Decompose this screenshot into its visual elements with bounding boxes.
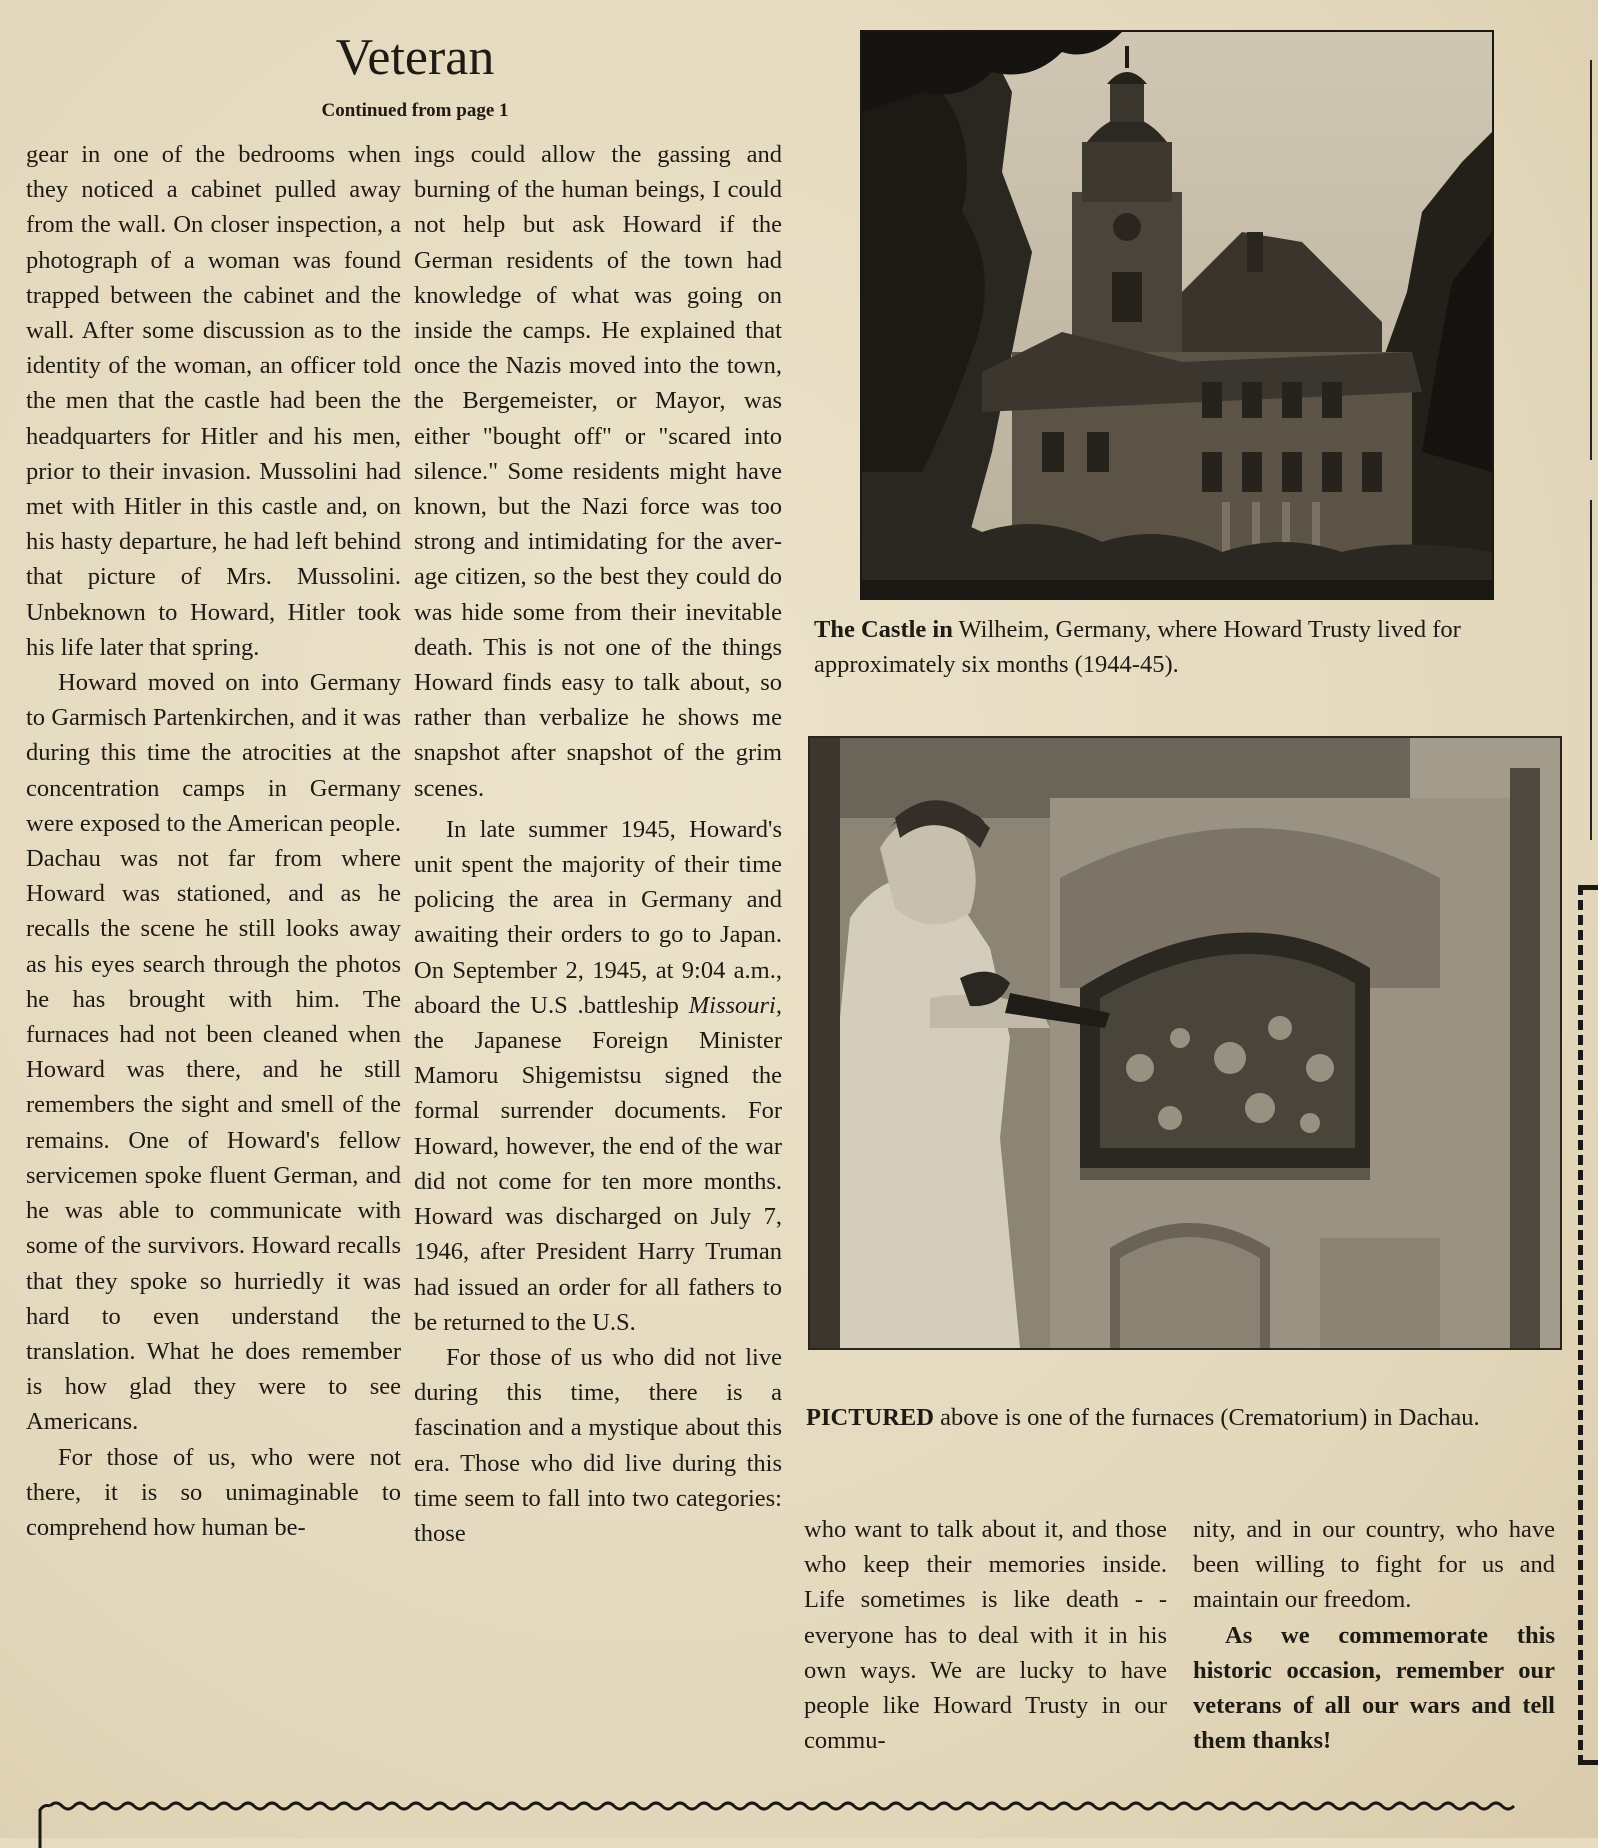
paragraph: For those of us, who were not there, it is so unimaginable to comprehend how human be- xyxy=(26,1443,401,1541)
caption-text: above is one of the furnaces (Crematorium) in Dachau. xyxy=(933,1404,1480,1431)
caption-lead: PICTURED xyxy=(806,1404,934,1431)
wavy-border xyxy=(38,1788,1598,1848)
castle-photo-image xyxy=(862,32,1492,598)
adjacent-article-border xyxy=(1590,60,1592,460)
furnace-photo-caption xyxy=(806,1400,1566,1435)
furnace-photo-image xyxy=(810,738,1560,1348)
article-column-3 xyxy=(804,1512,1167,1758)
furnace-photo xyxy=(808,736,1562,1350)
paragraph-text: In late summer 1945, Howard's unit spent the majority of their time policing the area in Germany and awaiting their orders to go to Japan. On September 2, 1945, at 9:04 a.m., aboard the U.S .battleship xyxy=(414,815,782,1019)
paragraph: Howard moved on into Germany to Garmisch Partenkirchen, and it was during this time the atrocities at the concentration camps in Germany were exposed to the American people. Dachau was not far from where Howard was stationed, and as he recalls the scene he still looks away as his eyes search through the photos he has brought with him. The furnaces had not been cleaned when Howard was there, and he still remembers the sight and smell of the remains. One of Howard's fellow servicemen spoke fluent German, and he was able to communicate with some of the survivors. Howard recalls that they spoke so hurriedly it was hard to even understand the translation. What he does remember is how glad they were to see Americans. xyxy=(26,669,401,1436)
article-column-1 xyxy=(26,137,401,1545)
article-column-2 xyxy=(414,137,782,1551)
adjacent-article-border xyxy=(1590,500,1592,840)
caption-text: Wilheim, Germany, where Howard Trusty lived for approximately six months (1944-45). xyxy=(814,616,1461,678)
article-headline: Veteran xyxy=(335,29,495,86)
paragraph: who want to talk about it, and those who keep their memories inside. Life sometimes is like death - - everyone has to deal with it in his own ways. We are lucky to have people like Howard Trusty in our commu- xyxy=(804,1516,1167,1755)
caption-lead: The Castle in xyxy=(814,616,953,643)
ship-name: Missouri, xyxy=(688,991,782,1019)
continued-from-note: Continued from page 1 xyxy=(321,100,509,121)
dashed-box-border xyxy=(1578,885,1598,1765)
paragraph: nity, and in our country, who have been willing to fight for us and maintain our freedom. xyxy=(1193,1516,1555,1614)
paragraph xyxy=(414,812,782,1340)
paragraph: ings could allow the gassing and burning of the human beings, I could not help but ask Howard if the German residents of the town had knowledge of what was going on inside the camps. He explained that once the Nazis moved into the town, the Bergemeister, or Mayor, was either "bought off" or "scared into silence." Some residents might have known, but the Nazi force was too strong and intimidating for the average citizen, so the best they could do was hide some from their inevitable death. This is not one of the things Howard finds easy to talk about, so rather than verbalize he shows me snapshot after snapshot of the grim scenes. xyxy=(414,141,782,802)
closing-paragraph: As we commemorate this historic occasion, remember our veterans of all our wars and tell them thanks! xyxy=(1193,1621,1555,1755)
article-column-4 xyxy=(1193,1512,1555,1758)
paragraph: gear in one of the bedrooms when they noticed a cabinet pulled away from the wall. On closer inspection, a photograph of a woman was found trapped between the cabinet and the wall. After some discussion as to the identity of the woman, an officer told the men that the castle had been the headquarters for Hitler and his men, prior to their invasion. Mussolini had met with Hitler in this castle and, on his hasty departure, he had left behind that picture of Mrs. Mussolini. Unbeknown to Howard, Hitler took his life later that spring. xyxy=(26,141,401,661)
castle-photo-caption xyxy=(814,612,1574,682)
paragraph: For those of us who did not live during this time, there is a fascination and a mystique about this era. Those who did live during this time seem to fall into two categories: those xyxy=(414,1343,782,1547)
paragraph-text: the Japanese Foreign Minister Mamoru Shigemistsu signed the formal surrender documents. For Howard, however, the end of the war did not come for ten more months. Howard was discharged on July 7, 1946, after President Harry Truman had issued an order for all fathers to be returned to the U.S. xyxy=(414,1027,782,1336)
castle-photo xyxy=(860,30,1494,600)
